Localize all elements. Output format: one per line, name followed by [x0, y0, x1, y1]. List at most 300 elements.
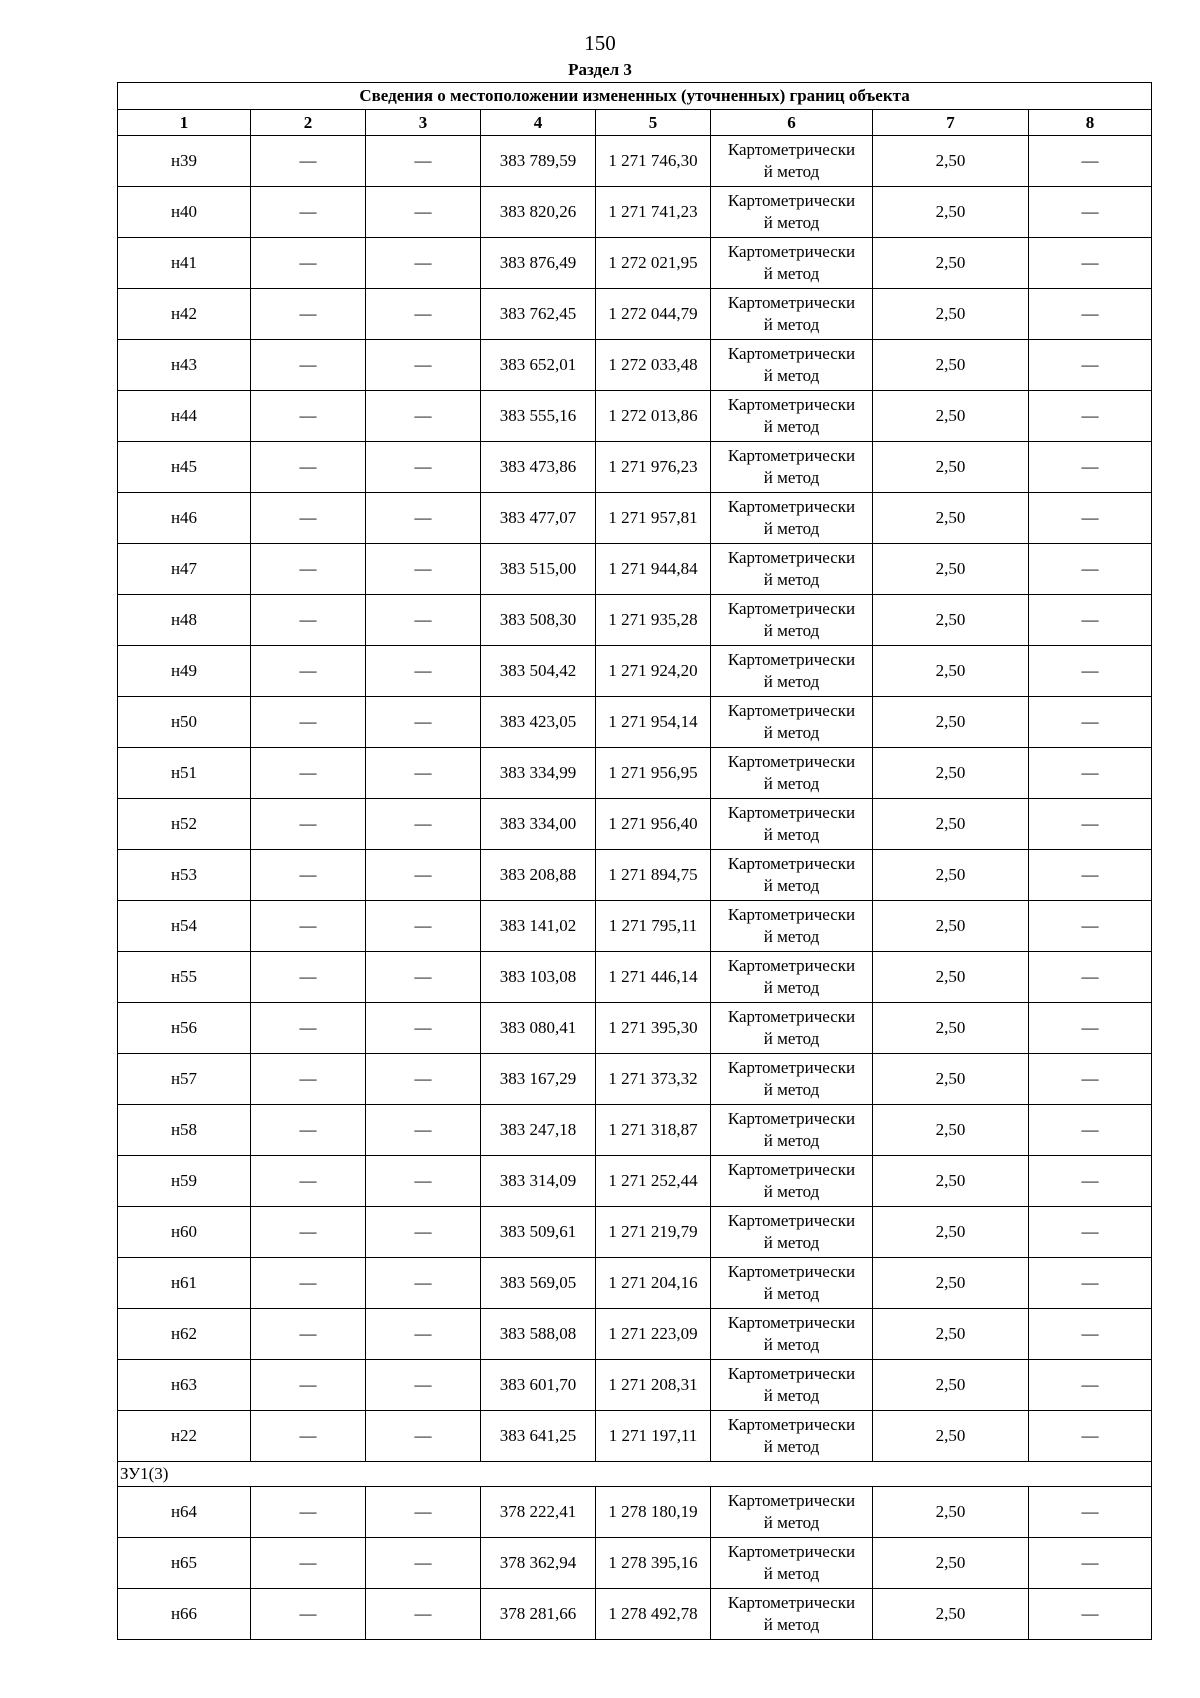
- method-text-line-1: Картометрически: [727, 140, 856, 159]
- method-text-line-2: й метод: [763, 417, 820, 436]
- accuracy-cell: 2,50: [873, 1258, 1029, 1309]
- old-y-cell: —: [366, 1360, 481, 1411]
- method-text-line-1: Картометрически: [727, 1313, 856, 1332]
- method-text-line-2: й метод: [763, 570, 820, 589]
- boundary-coordinates-table: [117, 82, 1152, 1640]
- method-cell: [711, 238, 873, 289]
- y-coordinate-cell: 1 271 395,30: [596, 1003, 711, 1054]
- method-text-line-1: Картометрически: [727, 599, 856, 618]
- method-text-line-1: Картометрически: [727, 1160, 856, 1179]
- method-text-line-1: Картометрически: [727, 242, 856, 261]
- point-name-cell: н65: [118, 1538, 251, 1589]
- old-x-cell: —: [251, 697, 366, 748]
- description-cell: —: [1029, 799, 1152, 850]
- old-y-cell: —: [366, 238, 481, 289]
- old-y-cell: —: [366, 1589, 481, 1640]
- x-coordinate-cell: 383 515,00: [481, 544, 596, 595]
- x-coordinate-cell: 383 588,08: [481, 1309, 596, 1360]
- point-name-cell: н52: [118, 799, 251, 850]
- y-coordinate-cell: 1 271 894,75: [596, 850, 711, 901]
- method-text-line-2: й метод: [763, 366, 820, 385]
- old-y-cell: —: [366, 493, 481, 544]
- point-name-cell: н49: [118, 646, 251, 697]
- column-header: 5: [596, 110, 711, 136]
- y-coordinate-cell: 1 278 492,78: [596, 1589, 711, 1640]
- y-coordinate-cell: 1 271 746,30: [596, 136, 711, 187]
- x-coordinate-cell: 383 334,00: [481, 799, 596, 850]
- method-cell: [711, 799, 873, 850]
- description-cell: —: [1029, 1538, 1152, 1589]
- method-text-line-2: й метод: [763, 1131, 820, 1150]
- method-text-line-1: Картометрически: [727, 905, 856, 924]
- y-coordinate-cell: 1 271 956,95: [596, 748, 711, 799]
- y-coordinate-cell: 1 278 395,16: [596, 1538, 711, 1589]
- method-text-line-2: й метод: [763, 1386, 820, 1405]
- method-text-line-1: Картометрически: [727, 1364, 856, 1383]
- description-cell: —: [1029, 493, 1152, 544]
- accuracy-cell: 2,50: [873, 1207, 1029, 1258]
- method-text-line-2: й метод: [763, 1284, 820, 1303]
- y-coordinate-cell: 1 271 924,20: [596, 646, 711, 697]
- x-coordinate-cell: 383 334,99: [481, 748, 596, 799]
- description-cell: —: [1029, 952, 1152, 1003]
- table-row: [118, 1258, 1152, 1309]
- table-row: [118, 289, 1152, 340]
- old-y-cell: —: [366, 442, 481, 493]
- accuracy-cell: 2,50: [873, 493, 1029, 544]
- method-cell: [711, 952, 873, 1003]
- old-y-cell: —: [366, 646, 481, 697]
- point-name-cell: н55: [118, 952, 251, 1003]
- accuracy-cell: 2,50: [873, 799, 1029, 850]
- table-row: [118, 1156, 1152, 1207]
- point-name-cell: н59: [118, 1156, 251, 1207]
- old-y-cell: —: [366, 187, 481, 238]
- description-cell: —: [1029, 1003, 1152, 1054]
- description-cell: —: [1029, 1589, 1152, 1640]
- old-y-cell: —: [366, 340, 481, 391]
- method-text-line-2: й метод: [763, 927, 820, 946]
- old-x-cell: —: [251, 952, 366, 1003]
- column-header: 1: [118, 110, 251, 136]
- old-x-cell: —: [251, 901, 366, 952]
- method-cell: [711, 1487, 873, 1538]
- group-label: ЗУ1(3): [118, 1462, 1152, 1487]
- method-text-line-1: Картометрически: [727, 803, 856, 822]
- description-cell: —: [1029, 391, 1152, 442]
- old-x-cell: —: [251, 1207, 366, 1258]
- method-cell: [711, 544, 873, 595]
- method-cell: [711, 1360, 873, 1411]
- point-name-cell: н41: [118, 238, 251, 289]
- table-row: [118, 1309, 1152, 1360]
- method-text-line-1: Картометрически: [727, 191, 856, 210]
- old-y-cell: —: [366, 697, 481, 748]
- y-coordinate-cell: 1 271 944,84: [596, 544, 711, 595]
- accuracy-cell: 2,50: [873, 697, 1029, 748]
- x-coordinate-cell: 383 601,70: [481, 1360, 596, 1411]
- old-x-cell: —: [251, 1538, 366, 1589]
- method-text-line-2: й метод: [763, 774, 820, 793]
- table-row: [118, 595, 1152, 646]
- method-cell: [711, 748, 873, 799]
- method-cell: [711, 289, 873, 340]
- old-x-cell: —: [251, 289, 366, 340]
- old-y-cell: —: [366, 1309, 481, 1360]
- accuracy-cell: 2,50: [873, 646, 1029, 697]
- old-y-cell: —: [366, 1105, 481, 1156]
- point-name-cell: н54: [118, 901, 251, 952]
- x-coordinate-cell: 383 477,07: [481, 493, 596, 544]
- description-cell: —: [1029, 136, 1152, 187]
- old-x-cell: —: [251, 748, 366, 799]
- description-cell: —: [1029, 748, 1152, 799]
- x-coordinate-cell: 383 247,18: [481, 1105, 596, 1156]
- x-coordinate-cell: 378 362,94: [481, 1538, 596, 1589]
- y-coordinate-cell: 1 278 180,19: [596, 1487, 711, 1538]
- accuracy-cell: 2,50: [873, 1309, 1029, 1360]
- column-header: 6: [711, 110, 873, 136]
- method-text-line-1: Картометрически: [727, 1109, 856, 1128]
- accuracy-cell: 2,50: [873, 187, 1029, 238]
- table-row: [118, 391, 1152, 442]
- method-cell: [711, 646, 873, 697]
- method-cell: [711, 595, 873, 646]
- old-x-cell: —: [251, 1589, 366, 1640]
- y-coordinate-cell: 1 272 033,48: [596, 340, 711, 391]
- description-cell: —: [1029, 1411, 1152, 1462]
- accuracy-cell: 2,50: [873, 595, 1029, 646]
- old-y-cell: —: [366, 1538, 481, 1589]
- method-text-line-2: й метод: [763, 1182, 820, 1201]
- point-name-cell: н44: [118, 391, 251, 442]
- accuracy-cell: 2,50: [873, 901, 1029, 952]
- old-x-cell: —: [251, 1411, 366, 1462]
- method-cell: [711, 442, 873, 493]
- x-coordinate-cell: 383 208,88: [481, 850, 596, 901]
- old-y-cell: —: [366, 595, 481, 646]
- description-cell: —: [1029, 850, 1152, 901]
- column-header: 2: [251, 110, 366, 136]
- old-x-cell: —: [251, 595, 366, 646]
- y-coordinate-cell: 1 271 252,44: [596, 1156, 711, 1207]
- method-text-line-2: й метод: [763, 519, 820, 538]
- table-row: [118, 544, 1152, 595]
- table-row: [118, 340, 1152, 391]
- method-text-line-1: Картометрически: [727, 1262, 856, 1281]
- x-coordinate-cell: 383 423,05: [481, 697, 596, 748]
- old-x-cell: —: [251, 493, 366, 544]
- x-coordinate-cell: 383 167,29: [481, 1054, 596, 1105]
- method-cell: [711, 1411, 873, 1462]
- description-cell: —: [1029, 1258, 1152, 1309]
- method-text-line-1: Картометрически: [727, 650, 856, 669]
- table-row: [118, 1487, 1152, 1538]
- y-coordinate-cell: 1 272 021,95: [596, 238, 711, 289]
- method-text-line-2: й метод: [763, 1513, 820, 1532]
- method-cell: [711, 187, 873, 238]
- old-x-cell: —: [251, 646, 366, 697]
- y-coordinate-cell: 1 272 044,79: [596, 289, 711, 340]
- method-text-line-1: Картометрически: [727, 956, 856, 975]
- method-text-line-1: Картометрически: [727, 1007, 856, 1026]
- method-cell: [711, 391, 873, 442]
- description-cell: —: [1029, 1487, 1152, 1538]
- accuracy-cell: 2,50: [873, 1589, 1029, 1640]
- table-row: [118, 850, 1152, 901]
- description-cell: —: [1029, 901, 1152, 952]
- old-y-cell: —: [366, 799, 481, 850]
- y-coordinate-cell: 1 271 204,16: [596, 1258, 711, 1309]
- method-text-line-1: Картометрически: [727, 344, 856, 363]
- accuracy-cell: 2,50: [873, 1538, 1029, 1589]
- table-caption-row: [118, 83, 1152, 110]
- table-row: [118, 136, 1152, 187]
- method-text-line-1: Картометрически: [727, 1542, 856, 1561]
- method-cell: [711, 136, 873, 187]
- method-text-line-2: й метод: [763, 468, 820, 487]
- y-coordinate-cell: 1 271 197,11: [596, 1411, 711, 1462]
- x-coordinate-cell: 383 555,16: [481, 391, 596, 442]
- old-y-cell: —: [366, 1411, 481, 1462]
- old-x-cell: —: [251, 1156, 366, 1207]
- point-name-cell: н51: [118, 748, 251, 799]
- accuracy-cell: 2,50: [873, 1105, 1029, 1156]
- accuracy-cell: 2,50: [873, 952, 1029, 1003]
- method-text-line-1: Картометрически: [727, 446, 856, 465]
- point-name-cell: н45: [118, 442, 251, 493]
- point-name-cell: н50: [118, 697, 251, 748]
- accuracy-cell: 2,50: [873, 289, 1029, 340]
- old-y-cell: —: [366, 952, 481, 1003]
- old-x-cell: —: [251, 1003, 366, 1054]
- old-x-cell: —: [251, 1487, 366, 1538]
- method-cell: [711, 493, 873, 544]
- method-text-line-2: й метод: [763, 1080, 820, 1099]
- table-row: [118, 1589, 1152, 1640]
- description-cell: —: [1029, 340, 1152, 391]
- method-text-line-1: Картометрически: [727, 1491, 856, 1510]
- point-name-cell: н62: [118, 1309, 251, 1360]
- description-cell: —: [1029, 544, 1152, 595]
- method-cell: [711, 697, 873, 748]
- page-number: 150: [584, 31, 616, 55]
- table-row: [118, 1538, 1152, 1589]
- description-cell: —: [1029, 595, 1152, 646]
- old-y-cell: —: [366, 850, 481, 901]
- table-row: [118, 1207, 1152, 1258]
- method-cell: [711, 1309, 873, 1360]
- old-x-cell: —: [251, 1309, 366, 1360]
- x-coordinate-cell: 383 141,02: [481, 901, 596, 952]
- method-text-line-1: Картометрически: [727, 701, 856, 720]
- method-text-line-2: й метод: [763, 723, 820, 742]
- accuracy-cell: 2,50: [873, 1411, 1029, 1462]
- method-cell: [711, 850, 873, 901]
- point-name-cell: н61: [118, 1258, 251, 1309]
- x-coordinate-cell: 383 641,25: [481, 1411, 596, 1462]
- table-row: [118, 1360, 1152, 1411]
- table-row: [118, 187, 1152, 238]
- table-row: [118, 697, 1152, 748]
- point-name-cell: н42: [118, 289, 251, 340]
- point-name-cell: н47: [118, 544, 251, 595]
- table-row: [118, 1105, 1152, 1156]
- x-coordinate-cell: 383 314,09: [481, 1156, 596, 1207]
- description-cell: —: [1029, 1156, 1152, 1207]
- point-name-cell: н39: [118, 136, 251, 187]
- point-name-cell: н60: [118, 1207, 251, 1258]
- accuracy-cell: 2,50: [873, 1054, 1029, 1105]
- y-coordinate-cell: 1 272 013,86: [596, 391, 711, 442]
- table-row: [118, 1411, 1152, 1462]
- column-header: 3: [366, 110, 481, 136]
- method-text-line-2: й метод: [763, 672, 820, 691]
- old-x-cell: —: [251, 1054, 366, 1105]
- y-coordinate-cell: 1 271 935,28: [596, 595, 711, 646]
- accuracy-cell: 2,50: [873, 850, 1029, 901]
- method-cell: [711, 340, 873, 391]
- method-cell: [711, 1258, 873, 1309]
- method-cell: [711, 1207, 873, 1258]
- point-name-cell: н57: [118, 1054, 251, 1105]
- x-coordinate-cell: 383 080,41: [481, 1003, 596, 1054]
- old-x-cell: —: [251, 544, 366, 595]
- point-name-cell: н58: [118, 1105, 251, 1156]
- description-cell: —: [1029, 1105, 1152, 1156]
- y-coordinate-cell: 1 271 956,40: [596, 799, 711, 850]
- method-text-line-1: Картометрически: [727, 752, 856, 771]
- method-cell: [711, 1538, 873, 1589]
- point-name-cell: н56: [118, 1003, 251, 1054]
- accuracy-cell: 2,50: [873, 1156, 1029, 1207]
- old-x-cell: —: [251, 391, 366, 442]
- method-cell: [711, 1156, 873, 1207]
- x-coordinate-cell: 383 508,30: [481, 595, 596, 646]
- y-coordinate-cell: 1 271 373,32: [596, 1054, 711, 1105]
- x-coordinate-cell: 383 652,01: [481, 340, 596, 391]
- section-title: Раздел 3: [568, 60, 632, 79]
- method-text-line-1: Картометрически: [727, 1211, 856, 1230]
- x-coordinate-cell: 383 569,05: [481, 1258, 596, 1309]
- point-name-cell: н66: [118, 1589, 251, 1640]
- old-x-cell: —: [251, 1105, 366, 1156]
- y-coordinate-cell: 1 271 976,23: [596, 442, 711, 493]
- point-name-cell: н46: [118, 493, 251, 544]
- accuracy-cell: 2,50: [873, 1360, 1029, 1411]
- old-x-cell: —: [251, 1360, 366, 1411]
- description-cell: —: [1029, 238, 1152, 289]
- old-y-cell: —: [366, 1003, 481, 1054]
- description-cell: —: [1029, 1309, 1152, 1360]
- old-x-cell: —: [251, 136, 366, 187]
- method-text-line-1: Картометрически: [727, 395, 856, 414]
- y-coordinate-cell: 1 271 957,81: [596, 493, 711, 544]
- table-row: [118, 1054, 1152, 1105]
- old-y-cell: —: [366, 748, 481, 799]
- description-cell: —: [1029, 1360, 1152, 1411]
- method-cell: [711, 1003, 873, 1054]
- method-text-line-2: й метод: [763, 264, 820, 283]
- table-row: [118, 493, 1152, 544]
- description-cell: —: [1029, 697, 1152, 748]
- x-coordinate-cell: 383 509,61: [481, 1207, 596, 1258]
- method-text-line-2: й метод: [763, 1233, 820, 1252]
- y-coordinate-cell: 1 271 795,11: [596, 901, 711, 952]
- old-x-cell: —: [251, 340, 366, 391]
- accuracy-cell: 2,50: [873, 238, 1029, 289]
- old-y-cell: —: [366, 1156, 481, 1207]
- point-name-cell: н22: [118, 1411, 251, 1462]
- table-row: [118, 799, 1152, 850]
- point-name-cell: н40: [118, 187, 251, 238]
- x-coordinate-cell: 383 762,45: [481, 289, 596, 340]
- x-coordinate-cell: 383 103,08: [481, 952, 596, 1003]
- accuracy-cell: 2,50: [873, 340, 1029, 391]
- accuracy-cell: 2,50: [873, 442, 1029, 493]
- x-coordinate-cell: 383 789,59: [481, 136, 596, 187]
- method-text-line-1: Картометрически: [727, 293, 856, 312]
- table-row: [118, 952, 1152, 1003]
- point-name-cell: н43: [118, 340, 251, 391]
- column-header: 4: [481, 110, 596, 136]
- description-cell: —: [1029, 442, 1152, 493]
- method-text-line-2: й метод: [763, 1437, 820, 1456]
- method-text-line-1: Картометрически: [727, 1593, 856, 1612]
- y-coordinate-cell: 1 271 223,09: [596, 1309, 711, 1360]
- accuracy-cell: 2,50: [873, 391, 1029, 442]
- group-label-row: [118, 1462, 1152, 1487]
- method-text-line-2: й метод: [763, 213, 820, 232]
- accuracy-cell: 2,50: [873, 544, 1029, 595]
- method-text-line-2: й метод: [763, 1335, 820, 1354]
- column-header: 8: [1029, 110, 1152, 136]
- old-x-cell: —: [251, 238, 366, 289]
- method-text-line-1: Картометрически: [727, 1415, 856, 1434]
- old-y-cell: —: [366, 1258, 481, 1309]
- y-coordinate-cell: 1 271 446,14: [596, 952, 711, 1003]
- method-cell: [711, 1105, 873, 1156]
- point-name-cell: н63: [118, 1360, 251, 1411]
- table-caption: Сведения о местоположении измененных (уточненных) границ объекта: [118, 83, 1152, 110]
- table-row: [118, 442, 1152, 493]
- method-text-line-2: й метод: [763, 825, 820, 844]
- method-cell: [711, 901, 873, 952]
- old-x-cell: —: [251, 850, 366, 901]
- method-text-line-1: Картометрически: [727, 497, 856, 516]
- x-coordinate-cell: 383 504,42: [481, 646, 596, 697]
- old-y-cell: —: [366, 901, 481, 952]
- column-header: 7: [873, 110, 1029, 136]
- old-y-cell: —: [366, 136, 481, 187]
- x-coordinate-cell: 378 281,66: [481, 1589, 596, 1640]
- method-text-line-2: й метод: [763, 978, 820, 997]
- accuracy-cell: 2,50: [873, 1003, 1029, 1054]
- method-text-line-1: Картометрически: [727, 854, 856, 873]
- method-text-line-2: й метод: [763, 876, 820, 895]
- table-row: [118, 1003, 1152, 1054]
- y-coordinate-cell: 1 271 318,87: [596, 1105, 711, 1156]
- old-y-cell: —: [366, 289, 481, 340]
- table-row: [118, 748, 1152, 799]
- x-coordinate-cell: 383 876,49: [481, 238, 596, 289]
- point-name-cell: н53: [118, 850, 251, 901]
- old-y-cell: —: [366, 1487, 481, 1538]
- y-coordinate-cell: 1 271 219,79: [596, 1207, 711, 1258]
- y-coordinate-cell: 1 271 954,14: [596, 697, 711, 748]
- x-coordinate-cell: 383 820,26: [481, 187, 596, 238]
- method-text-line-1: Картометрически: [727, 1058, 856, 1077]
